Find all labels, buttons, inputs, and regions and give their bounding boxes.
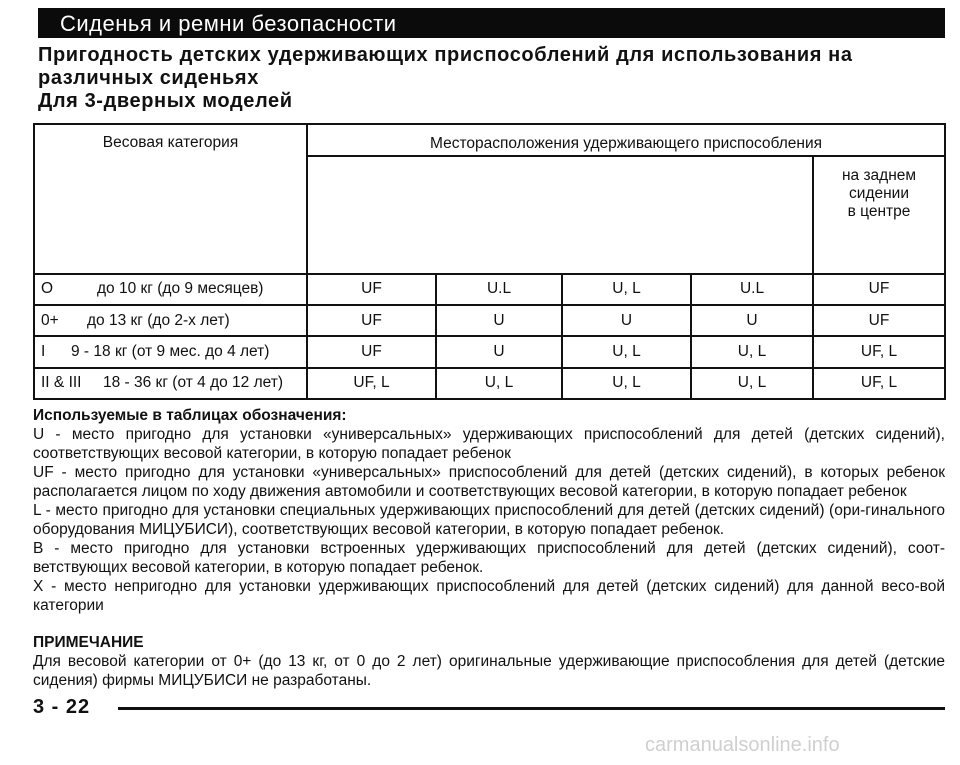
table-cell: U bbox=[436, 305, 562, 336]
weight-category-header: Весовая категория bbox=[34, 124, 307, 274]
weight-range: 9 - 18 кг (от 9 мес. до 4 лет) bbox=[71, 342, 270, 360]
table-cell: U bbox=[691, 305, 813, 336]
table-cell: U, L bbox=[691, 368, 813, 399]
page-number: 3 - 22 bbox=[33, 696, 91, 718]
legend-item-b: B - место пригодно для установки встроенных удерживающих приспособлений для детей (детских сидений), соот-ветствующих весовой категории, в которую попадает ребенок. bbox=[33, 540, 945, 576]
table-cell: U.L bbox=[691, 274, 813, 305]
heading-line-3: Для 3-дверных моделей bbox=[38, 90, 293, 112]
rear-center-line-2: в центре bbox=[847, 203, 911, 221]
table-row bbox=[34, 336, 945, 367]
suitability-table bbox=[33, 123, 946, 400]
table-cell: UF bbox=[307, 274, 436, 305]
rear-center-header bbox=[813, 156, 945, 273]
page-heading bbox=[38, 44, 938, 113]
table-cell: U, L bbox=[562, 274, 691, 305]
weight-range: 18 - 36 кг (от 4 до 12 лет) bbox=[103, 374, 284, 392]
note-block bbox=[33, 633, 945, 690]
table-row bbox=[34, 274, 945, 305]
watermark: carmanualsonline.info bbox=[645, 734, 840, 756]
table-cell: UF, L bbox=[307, 368, 436, 399]
legend-block bbox=[33, 406, 945, 615]
table-cell: U, L bbox=[562, 336, 691, 367]
legend-item-uf: UF - место пригодно для установки «универсальных» приспособлений для детей (детских сидений), в которых ребенок располагается лицом по ходу движения автомобили и соответствующих весовой категории, в которую попадает ребенок bbox=[33, 464, 945, 500]
table-cell: U, L bbox=[562, 368, 691, 399]
table-cell: UF bbox=[307, 336, 436, 367]
table-cell: U.L bbox=[436, 274, 562, 305]
note-text: Для весовой категории от 0+ (до 13 кг, от 0 до 2 лет) оригинальные удерживающие приспособления для детей (детские сидения) фирмы МИЦУБИСИ не разработаны. bbox=[33, 653, 945, 689]
weight-range: до 13 кг (до 2-х лет) bbox=[87, 311, 230, 329]
table-cell: UF bbox=[813, 274, 945, 305]
table-cell: UF bbox=[307, 305, 436, 336]
note-title: ПРИМЕЧАНИЕ bbox=[33, 634, 144, 651]
legend-item-u: U - место пригодно для установки «универсальных» удерживающих приспособлений для детей (детских сидений), соответствующих весовой категории, в которую попадает ребенок bbox=[33, 426, 945, 462]
table-row bbox=[34, 305, 945, 336]
table-cell: U, L bbox=[691, 336, 813, 367]
table-cell: U bbox=[436, 336, 562, 367]
legend-item-x: X - место непригодно для установки удерживающих приспособлений для детей (детских сидений) для данной весо-вой категории bbox=[33, 578, 945, 614]
location-subheader-empty bbox=[307, 156, 813, 273]
weight-cell bbox=[34, 274, 307, 305]
group-label: O bbox=[41, 280, 54, 298]
table-cell: UF, L bbox=[813, 368, 945, 399]
group-label: 0+ bbox=[41, 311, 59, 329]
table-cell: U bbox=[562, 305, 691, 336]
section-banner bbox=[38, 8, 945, 38]
table-cell: U, L bbox=[436, 368, 562, 399]
table-cell: UF, L bbox=[813, 336, 945, 367]
location-header: Месторасположения удерживающего приспособления bbox=[307, 124, 945, 156]
rear-center-line-1: на заднем сидении bbox=[841, 167, 917, 203]
weight-range: до 10 кг (до 9 месяцев) bbox=[97, 280, 264, 298]
weight-cell bbox=[34, 305, 307, 336]
table-row bbox=[34, 368, 945, 399]
heading-line-2: различных сиденьях bbox=[38, 67, 259, 89]
weight-cell bbox=[34, 368, 307, 399]
section-title: Сиденья и ремни безопасности bbox=[60, 11, 397, 36]
heading-line-1: Пригодность детских удерживающих приспособлений для использования на bbox=[38, 44, 853, 66]
footer-rule bbox=[118, 707, 945, 710]
group-label: I bbox=[41, 342, 46, 360]
group-label: II & III bbox=[41, 374, 82, 392]
table-cell: UF bbox=[813, 305, 945, 336]
legend-item-l: L - место пригодно для установки специальных удерживающих приспособлений для детей (детских сидений) (ори-гинального оборудования МИЦУБИСИ), соответствующих весовой категории, в которую попадает ребенок. bbox=[33, 502, 945, 538]
legend-title: Используемые в таблицах обозначения: bbox=[33, 407, 347, 424]
weight-cell bbox=[34, 336, 307, 367]
